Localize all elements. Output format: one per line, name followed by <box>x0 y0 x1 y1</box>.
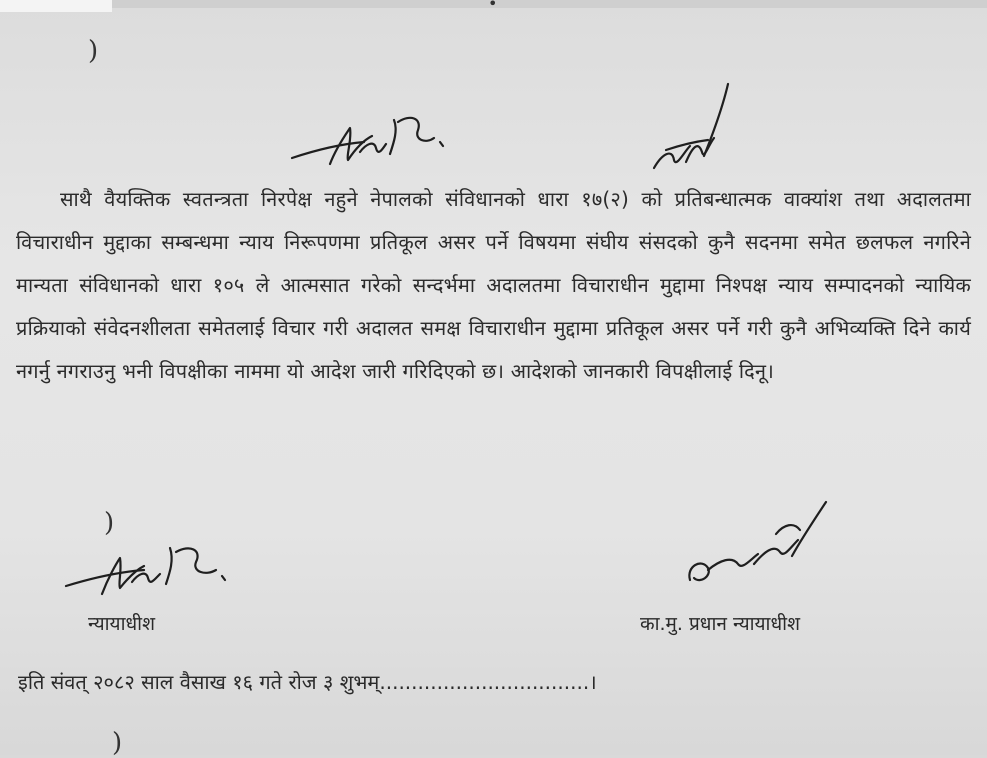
acting-chief-justice-signature <box>680 494 840 594</box>
acting-chief-justice-title: का.मु. प्रधान न्यायाधीश <box>640 613 801 635</box>
margin-mark: ) <box>104 508 115 538</box>
justice-title: न्यायाधीश <box>88 613 156 635</box>
justice-signature <box>62 536 242 608</box>
margin-mark: ) <box>88 36 99 66</box>
judge-initials-top-signature <box>286 100 456 180</box>
chief-judge-initials-top-signature <box>648 76 738 180</box>
date-line: इति संवत् २०८२ साल वैसाख १६ गते रोज ३ शुभम्.................................। <box>18 670 597 694</box>
ink-dot: • <box>488 0 498 13</box>
scan-corner <box>0 0 112 12</box>
order-body-text: साथै वैयक्तिक स्वतन्त्रता निरपेक्ष नहुने नेपालको संविधानको धारा १७(२) को प्रतिबन्धात्मक वाक्यांश तथा अदालतमा विचाराधीन मुद्दाका सम्बन्धमा न्याय निरूपणमा प्रतिकूल असर पर्ने विषयमा संघीय संसदको कुनै सदनमा समेत छलफल नगरिने मान्यता संविधानको धारा १०५ ले आत्मसात गरेको सन्दर्भमा अदालतमा विचाराधीन मुद्दामा निश्पक्ष न्याय सम्पादनको न्यायिक प्रक्रियाको संवेदनशीलता समेतलाई विचार गरी अदालत समक्ष विचाराधीन मुद्दामा प्रतिकूल असर पर्ने गरी कुनै अभिव्यक्ति दिने कार्य नगर्नु नगराउनु भनी विपक्षीका नाममा यो आदेश जारी गरिदिएको छ। आदेशको जानकारी विपक्षीलाई दिनू। <box>16 187 971 383</box>
margin-mark: ) <box>112 728 123 758</box>
